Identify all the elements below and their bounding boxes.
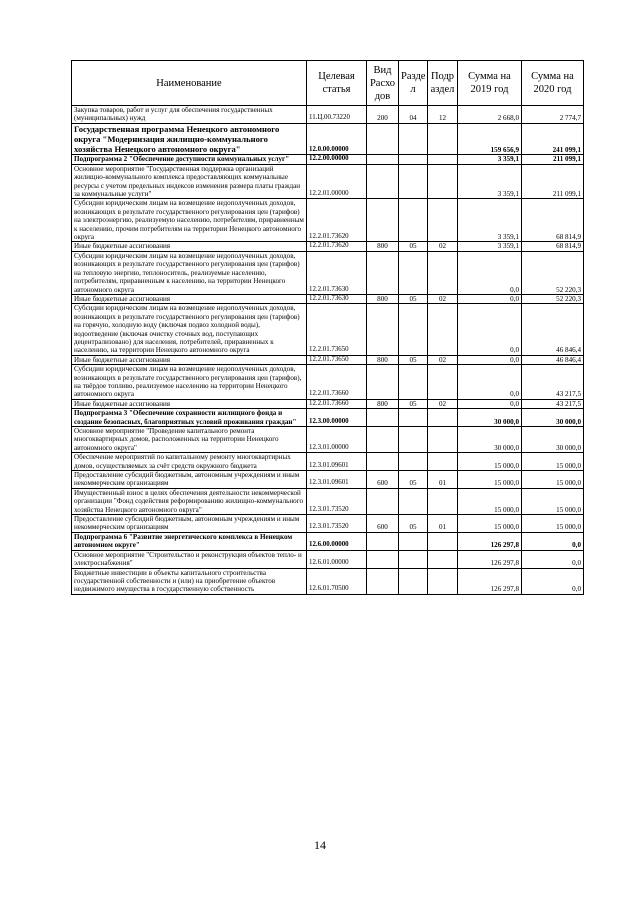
row-sum-2020: 15 000,0 (522, 471, 584, 489)
table-body (72, 106, 584, 595)
row-subsection: 01 (428, 471, 458, 489)
table-row (72, 123, 584, 155)
row-name: Основное мероприятие "Проведение капитального ремонта многоквартирных домов, расположенных на территории Ненецкого автономного округа" (72, 427, 307, 453)
row-sum-2019: 0,0 (458, 304, 522, 355)
row-section: 05 (399, 471, 428, 489)
table-row (72, 488, 584, 514)
row-target-article: 12.3.01.00000 (307, 427, 367, 453)
row-subsection: 02 (428, 355, 458, 364)
row-section (399, 164, 428, 199)
row-sum-2019: 0,0 (458, 355, 522, 364)
row-sum-2019: 3 359,1 (458, 164, 522, 199)
row-section (399, 409, 428, 427)
row-target-article: 11.Ц.00.73220 (307, 106, 367, 124)
row-subsection (428, 409, 458, 427)
row-sum-2020: 46 846,4 (522, 355, 584, 364)
table-row (72, 304, 584, 355)
header-sum-2019: Сумма на 2019 год (458, 61, 522, 106)
row-expense-type: 800 (367, 294, 399, 303)
row-sum-2019: 126 297,8 (458, 568, 522, 594)
row-name: Субсидии юридическим лицам на возмещение недополученных доходов, возникающих в результате государственного регулирования цен (тарифов) на тепловую энергию, теплоноситель, реализуемые населению, потребителям, приравненным к населению, на территории Ненецкого автономного округа (72, 251, 307, 294)
row-subsection (428, 550, 458, 568)
table-row (72, 251, 584, 294)
table-row (72, 294, 584, 303)
row-name: Бюджетные инвестиции в объекты капитального строительства государственной собственности и (или) на приобретение объектов недвижимого имущества в государственную собственность (72, 568, 307, 594)
row-sum-2020: 52 220,3 (522, 251, 584, 294)
row-name: Обеспечение мероприятий по капитальному ремонту многоквартирных домов, осуществляемых за счёт средств окружного бюджета (72, 453, 307, 471)
row-sum-2019: 3 359,1 (458, 155, 522, 164)
row-expense-type: 800 (367, 242, 399, 251)
row-expense-type (367, 251, 399, 294)
row-section (399, 488, 428, 514)
row-sum-2020: 211 099,1 (522, 155, 584, 164)
header-target-article: Целевая статья (307, 61, 367, 106)
table-row (72, 515, 584, 533)
row-name: Предоставление субсидий бюджетным, автономным учреждениям и иным некоммерческим организациям (72, 471, 307, 489)
row-sum-2019: 15 000,0 (458, 471, 522, 489)
row-name: Подпрограмма 3 "Обеспечение сохранности жилищного фонда и создание безопасных, благоприятных условий проживания граждан" (72, 409, 307, 427)
row-target-article: 12.3.01.09601 (307, 453, 367, 471)
row-target-article: 12.2.01.73630 (307, 294, 367, 303)
row-sum-2019: 0,0 (458, 294, 522, 303)
row-sum-2020: 68 814,9 (522, 242, 584, 251)
row-section (399, 199, 428, 242)
header-section: Разде л (399, 61, 428, 106)
table-row (72, 409, 584, 427)
row-subsection: 02 (428, 242, 458, 251)
row-expense-type (367, 199, 399, 242)
row-section (399, 304, 428, 355)
row-name: Подпрограмма 2 "Обеспечение доступности коммунальных услуг" (72, 155, 307, 164)
row-name: Субсидии юридическим лицам на возмещение недополученных доходов, возникающих в результате государственного регулирования цен (тарифов) на горячую, холодную воду (включая подвоз холодной воды), водоотведение (включая очистку сточных вод, поступающих децентрализовано) для населения, потребителей, приравненных к населению, на территории Ненецкого автономного округа (72, 304, 307, 355)
row-section (399, 155, 428, 164)
row-expense-type: 800 (367, 399, 399, 408)
row-name: Государственная программа Ненецкого автономного округа "Модернизация жилищно-коммунального хозяйства Ненецкого автономного округа" (72, 123, 307, 155)
row-subsection (428, 568, 458, 594)
table-row (72, 355, 584, 364)
row-name: Основное мероприятие "Строительство и реконструкция объектов тепло- и электроснабжения" (72, 550, 307, 568)
row-expense-type (367, 453, 399, 471)
row-expense-type: 800 (367, 355, 399, 364)
row-subsection (428, 532, 458, 550)
row-section (399, 123, 428, 155)
row-section: 05 (399, 399, 428, 408)
row-expense-type (367, 365, 399, 400)
row-sum-2020: 43 217,5 (522, 399, 584, 408)
row-target-article: 12.2.01.73630 (307, 251, 367, 294)
row-target-article: 12.2.01.73660 (307, 365, 367, 400)
row-target-article: 12.2.00.00000 (307, 155, 367, 164)
row-section (399, 365, 428, 400)
table-row (72, 532, 584, 550)
row-expense-type: 200 (367, 106, 399, 124)
row-expense-type (367, 123, 399, 155)
table-row (72, 106, 584, 124)
row-section (399, 251, 428, 294)
row-sum-2019: 126 297,8 (458, 550, 522, 568)
table-row (72, 471, 584, 489)
row-sum-2020: 43 217,5 (522, 365, 584, 400)
row-expense-type (367, 550, 399, 568)
row-sum-2020: 241 099,1 (522, 123, 584, 155)
row-section: 04 (399, 106, 428, 124)
row-section: 05 (399, 355, 428, 364)
row-sum-2020: 15 000,0 (522, 515, 584, 533)
row-target-article: 12.2.01.73620 (307, 242, 367, 251)
row-expense-type (367, 568, 399, 594)
row-section: 05 (399, 242, 428, 251)
row-sum-2020: 52 220,3 (522, 294, 584, 303)
row-sum-2019: 15 000,0 (458, 488, 522, 514)
row-sum-2019: 0,0 (458, 365, 522, 400)
row-target-article: 12.3.01.73520 (307, 488, 367, 514)
header-subsection: Подр аздел (428, 61, 458, 106)
row-target-article: 12.2.01.00000 (307, 164, 367, 199)
table-row (72, 242, 584, 251)
row-name: Иные бюджетные ассигнования (72, 242, 307, 251)
table-row (72, 155, 584, 164)
row-sum-2020: 30 000,0 (522, 427, 584, 453)
row-expense-type (367, 488, 399, 514)
header-sum-2020: Сумма на 2020 год (522, 61, 584, 106)
table-row (72, 550, 584, 568)
budget-table-page (71, 60, 583, 595)
row-expense-type (367, 304, 399, 355)
row-sum-2019: 0,0 (458, 399, 522, 408)
table-row (72, 399, 584, 408)
row-target-article: 12.6.01.70500 (307, 568, 367, 594)
row-target-article: 12.2.01.73650 (307, 304, 367, 355)
row-expense-type: 600 (367, 471, 399, 489)
row-target-article: 12.6.01.00000 (307, 550, 367, 568)
table-header-row (72, 61, 584, 106)
row-subsection (428, 488, 458, 514)
row-name: Иные бюджетные ассигнования (72, 399, 307, 408)
row-subsection: 02 (428, 294, 458, 303)
page-number: 14 (314, 838, 326, 852)
table-row (72, 568, 584, 594)
row-subsection (428, 427, 458, 453)
table-row (72, 365, 584, 400)
row-sum-2019: 159 656,9 (458, 123, 522, 155)
row-expense-type (367, 409, 399, 427)
row-sum-2019: 0,0 (458, 251, 522, 294)
row-name: Имущественный взнос в целях обеспечения деятельности некоммерческой организации "Фонд содействия реформированию жилищно-коммунального хозяйства Ненецкого автономного округа" (72, 488, 307, 514)
table-row (72, 164, 584, 199)
row-name: Закупка товаров, работ и услуг для обеспечения государственных (муниципальных) нужд (72, 106, 307, 124)
row-sum-2020: 68 814,9 (522, 199, 584, 242)
row-subsection (428, 155, 458, 164)
row-name: Иные бюджетные ассигнования (72, 355, 307, 364)
row-section (399, 427, 428, 453)
row-target-article: 12.3.00.00000 (307, 409, 367, 427)
row-subsection (428, 304, 458, 355)
row-name: Подпрограмма 6 "Развитие энергетического комплекса в Ненецком автономном округе" (72, 532, 307, 550)
row-sum-2020: 0,0 (522, 532, 584, 550)
row-sum-2019: 30 000,0 (458, 427, 522, 453)
row-sum-2020: 2 774,7 (522, 106, 584, 124)
table-row (72, 199, 584, 242)
row-section (399, 568, 428, 594)
row-name: Предоставление субсидий бюджетным, автономным учреждениям и иным некоммерческим организациям (72, 515, 307, 533)
row-target-article: 12.3.01.09601 (307, 471, 367, 489)
row-sum-2019: 126 297,8 (458, 532, 522, 550)
row-subsection (428, 251, 458, 294)
row-section (399, 532, 428, 550)
row-subsection (428, 164, 458, 199)
row-sum-2019: 3 359,1 (458, 242, 522, 251)
row-target-article: 12.6.00.00000 (307, 532, 367, 550)
row-subsection (428, 365, 458, 400)
row-sum-2019: 3 359,1 (458, 199, 522, 242)
row-subsection: 12 (428, 106, 458, 124)
row-sum-2020: 15 000,0 (522, 488, 584, 514)
row-sum-2020: 30 000,0 (522, 409, 584, 427)
row-sum-2019: 2 668,0 (458, 106, 522, 124)
row-section: 05 (399, 515, 428, 533)
table-row (72, 453, 584, 471)
row-sum-2020: 0,0 (522, 550, 584, 568)
row-expense-type (367, 155, 399, 164)
row-sum-2020: 0,0 (522, 568, 584, 594)
row-target-article: 12.2.01.73620 (307, 199, 367, 242)
row-target-article: 12.2.01.73650 (307, 355, 367, 364)
row-sum-2020: 211 099,1 (522, 164, 584, 199)
row-name: Субсидии юридическим лицам на возмещение недополученных доходов, возникающих в результате государственного регулирования цен (тарифов), на твёрдое топливо, реализуемое населению на территории Ненецкого автономного округа (72, 365, 307, 400)
row-section: 05 (399, 294, 428, 303)
header-name: Наименование (72, 61, 307, 106)
row-target-article: 12.0.00.00000 (307, 123, 367, 155)
row-sum-2020: 46 846,4 (522, 304, 584, 355)
row-expense-type (367, 427, 399, 453)
row-subsection (428, 123, 458, 155)
row-subsection (428, 453, 458, 471)
row-subsection (428, 199, 458, 242)
table-row (72, 427, 584, 453)
row-sum-2019: 15 000,0 (458, 453, 522, 471)
row-name: Субсидии юридическим лицам на возмещение недополученных доходов, возникающих в результате государственного регулирования цен (тарифов) на электроэнергию, реализуемую населению, потребителям, приравненным к населению, прочим потребителям на территории Ненецкого автономного округа (72, 199, 307, 242)
row-sum-2019: 30 000,0 (458, 409, 522, 427)
row-sum-2020: 15 000,0 (522, 453, 584, 471)
row-expense-type (367, 532, 399, 550)
row-section (399, 550, 428, 568)
row-expense-type: 600 (367, 515, 399, 533)
row-section (399, 453, 428, 471)
row-target-article: 12.3.01.73520 (307, 515, 367, 533)
row-target-article: 12.2.01.73660 (307, 399, 367, 408)
row-subsection: 02 (428, 399, 458, 408)
row-expense-type (367, 164, 399, 199)
row-name: Основное мероприятие "Государственная поддержка организаций жилищно-коммунального комплекса предоставляющих коммунальные ресурсы с учетом предельных индексов изменения размера платы граждан за коммунальные услуги" (72, 164, 307, 199)
row-name: Иные бюджетные ассигнования (72, 294, 307, 303)
row-sum-2019: 15 000,0 (458, 515, 522, 533)
header-expense-type: Вид Расхо дов (367, 61, 399, 106)
row-subsection: 01 (428, 515, 458, 533)
budget-table (71, 60, 584, 595)
